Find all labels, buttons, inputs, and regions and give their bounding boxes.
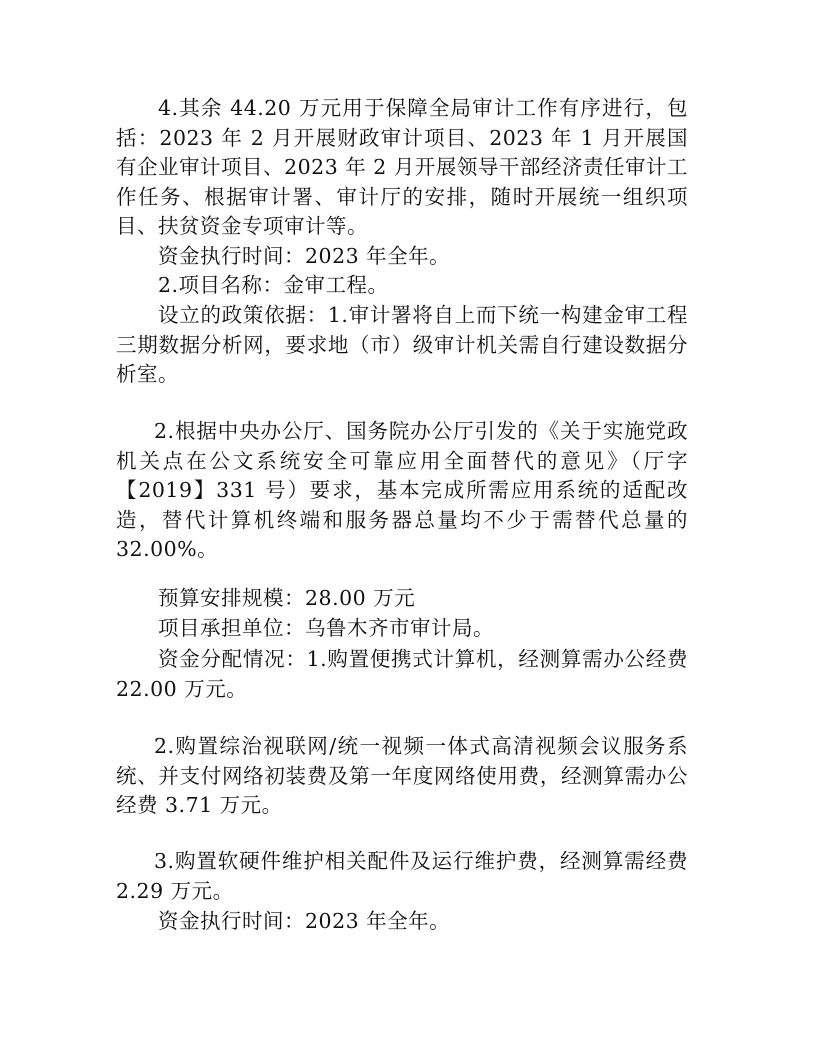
paragraph-fund-allocation-2: 2.购置综治视联网/统一视频一体式高清视频会议服务系统、并支付网络初装费及第一年度网络使用费，经测算需办公经费 3.71 万元。 xyxy=(116,734,688,817)
paragraph-policy-basis-2: 2.根据中央办公厅、国务院办公厅引发的《关于实施党政机关点在公文系统安全可靠应用全面替代的意见》（厅字【2019】331 号）要求，基本完成所需应用系统的适配改造，替代计算机终端和服务器总量均不少于需替代总量的 32.00%。 xyxy=(116,419,688,561)
paragraph-project-name: 2.项目名称：金审工程。 xyxy=(158,273,389,297)
paragraph-responsible-unit: 项目承担单位：乌鲁木齐市审计局。 xyxy=(158,616,494,640)
paragraph-execution-time-2: 资金执行时间：2023 年全年。 xyxy=(158,909,451,933)
paragraph-policy-basis: 设立的政策依据：1.审计署将自上而下统一构建金审工程三期数据分析网，要求地（市）级审计机关需自行建设数据分析室。 xyxy=(116,303,688,386)
paragraph-other-expenses: 4.其余 44.20 万元用于保障全局审计工作有序进行，包括：2023 年 2 月开展财政审计项目、2023 年 1 月开展国有企业审计项目、2023 年 2 月开展领导干部经济责任审计工作任务、根据审计署、审计厅的安排，随时开展统一组织项目、扶贫资金专项审计等。 xyxy=(116,96,688,238)
paragraph-fund-allocation-3: 3.购置软硬件维护相关配件及运行维护费，经测算需经费 2.29 万元。 xyxy=(116,849,688,903)
paragraph-execution-time-1: 资金执行时间：2023 年全年。 xyxy=(158,244,451,268)
paragraph-budget-scale: 预算安排规模：28.00 万元 xyxy=(158,586,416,610)
paragraph-fund-allocation: 资金分配情况：1.购置便携式计算机，经测算需办公经费 22.00 万元。 xyxy=(116,647,688,701)
